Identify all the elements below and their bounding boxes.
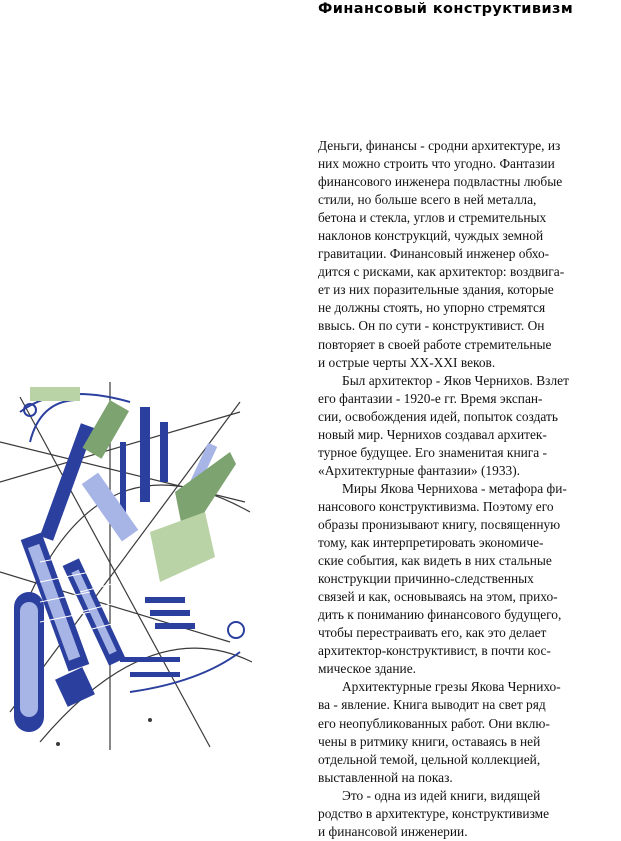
text-line: связей и как, основываясь на этом, прихо- xyxy=(318,589,558,605)
paragraph xyxy=(318,787,618,841)
text-line: выставленной на показ. xyxy=(318,769,453,785)
text-line: его фантазии - 1920-е гг. Время экспан- xyxy=(318,390,543,406)
text-line: новый мир. Чернихов создавал архитек- xyxy=(318,426,547,442)
text-line: нансового конструктивизма. Поэтому его xyxy=(318,498,554,514)
text-line: отдельной темой, цельной коллекцией, xyxy=(318,751,541,767)
constructivist-illustration xyxy=(0,382,252,750)
text-line: мическое здание. xyxy=(318,661,416,677)
text-line: них можно строить что угодно. Фантазии xyxy=(318,156,555,172)
text-line: турное будущее. Его знаменитая книга - xyxy=(318,444,548,460)
text-line: образы пронизывают книгу, посвященную xyxy=(318,516,561,532)
text-line: родство в архитектуре, конструктивизме xyxy=(318,805,550,821)
text-line: повторяет в своей работе стремительные xyxy=(318,336,552,352)
text-line: его неопубликованных работ. Они вклю- xyxy=(318,715,550,731)
paragraph xyxy=(318,480,618,679)
text-line: и финансовой инженерии. xyxy=(318,823,468,839)
text-line: ские события, как видеть в них стальные xyxy=(318,553,552,569)
text-line: ва - явление. Книга выводит на свет ряд xyxy=(318,697,546,713)
text-line: дить к пониманию финансового будущего, xyxy=(318,607,562,623)
text-line: ввысь. Он по сути - конструктивист. Он xyxy=(318,318,545,334)
page-title: Финансовый конструктивизм xyxy=(318,1,574,17)
text-line: чены в ритмику книги, оставаясь в ней xyxy=(318,733,541,749)
text-line: гравитации. Финансовый инженер обхо- xyxy=(318,246,550,262)
text-line: финансового инженера подвластны любые xyxy=(318,174,563,190)
text-line: Миры Якова Чернихова - метафора фи- xyxy=(342,480,567,496)
text-line: дится с рисками, как архитектор: воздвига- xyxy=(318,264,565,280)
text-line: Архитектурные грезы Якова Чернихо- xyxy=(342,679,561,695)
text-line: чтобы перестраивать его, как это делает xyxy=(318,625,547,641)
text-line: бетона и стекла, углов и стремительных xyxy=(318,210,547,226)
text-line: не должны стоять, но упорно стремятся xyxy=(318,300,546,316)
paragraph xyxy=(318,678,618,786)
text-line: стили, но больше всего в ней металла, xyxy=(318,192,537,208)
text-line: конструкции причинно-следственных xyxy=(318,571,534,587)
body-text xyxy=(318,137,618,841)
text-line: Был архитектор - Яков Чернихов. Взлет xyxy=(342,372,569,388)
text-line: Это - одна из идей книги, видящей xyxy=(342,787,541,803)
text-line: архитектор-конструктивист, в почти кос- xyxy=(318,643,551,659)
text-line: и острые черты XX-XXI веков. xyxy=(318,354,496,370)
text-line: «Архитектурные фантазии» (1933). xyxy=(318,462,521,478)
text-line: тому, как интерпретировать экономиче- xyxy=(318,535,544,551)
text-line: Деньги, финансы - сродни архитектуре, из xyxy=(318,138,561,153)
paragraph xyxy=(318,137,618,372)
text-line: ет из них поразительные здания, которые xyxy=(318,282,554,298)
text-line: наклонов конструкций, чуждых земной xyxy=(318,228,544,244)
paragraph xyxy=(318,372,618,480)
text-line: сии, освобождения идей, попыток создать xyxy=(318,408,558,424)
